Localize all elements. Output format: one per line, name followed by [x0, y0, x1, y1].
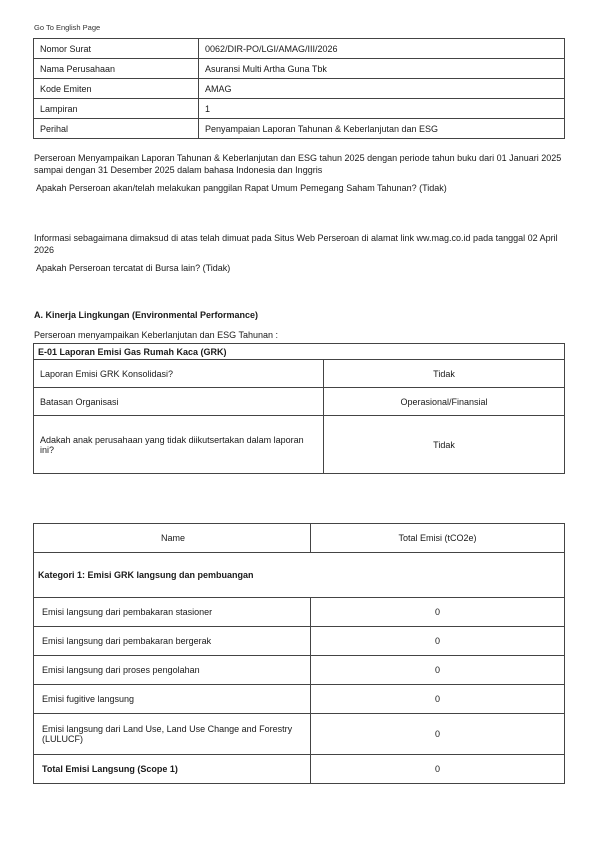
table-row — [34, 344, 565, 360]
row-label: Laporan Emisi GRK Konsolidasi? — [34, 360, 324, 388]
row-label: Adakah anak perusahaan yang tidak diikutsertakan dalam laporan ini? — [34, 416, 324, 474]
row-label: Emisi langsung dari Land Use, Land Use Change and Forestry (LULUCF) — [34, 714, 311, 755]
meta-label: Lampiran — [34, 99, 199, 119]
row-value: 0 — [311, 656, 565, 685]
total-label: Total Emisi Langsung (Scope 1) — [34, 755, 311, 784]
agm-question: Apakah Perseroan akan/telah melakukan panggilan Rapat Umum Pemegang Saham Tahunan? (Tidak) — [36, 183, 447, 193]
meta-label: Kode Emiten — [34, 79, 199, 99]
category-row — [34, 553, 565, 598]
table-row — [34, 416, 565, 474]
table-row — [34, 598, 565, 627]
other-exchange-question: Apakah Perseroan tercatat di Bursa lain? (Tidak) — [36, 263, 231, 273]
table-row — [34, 656, 565, 685]
row-label: Emisi fugitive langsung — [34, 685, 311, 714]
table-row — [34, 119, 565, 139]
emissions-table — [33, 523, 565, 784]
table-row — [34, 685, 565, 714]
row-label: Emisi langsung dari pembakaran bergerak — [34, 627, 311, 656]
meta-value: 0062/DIR-PO/LGI/AMAG/III/2026 — [199, 39, 565, 59]
table-title: E-01 Laporan Emisi Gas Rumah Kaca (GRK) — [34, 344, 565, 360]
total-row — [34, 755, 565, 784]
row-label: Emisi langsung dari pembakaran stasioner — [34, 598, 311, 627]
report-statement: Perseroan Menyampaikan Laporan Tahunan & Keberlanjutan dan ESG tahun 2025 dengan periode tahun buku dari 01 Januari 2025 sampai dengan 31 Desember 2025 dalam bahasa Indonesia dan Inggris — [34, 153, 562, 175]
english-page-link[interactable]: Go To English Page — [34, 23, 101, 32]
meta-label: Perihal — [34, 119, 199, 139]
row-label: Batasan Organisasi — [34, 388, 324, 416]
table-row — [34, 388, 565, 416]
column-header-name: Name — [34, 524, 311, 553]
table-row — [34, 99, 565, 119]
row-value: 0 — [311, 627, 565, 656]
esg-intro: Perseroan menyampaikan Keberlanjutan dan ESG Tahunan : — [34, 330, 278, 340]
column-header-total: Total Emisi (tCO2e) — [311, 524, 565, 553]
meta-label: Nomor Surat — [34, 39, 199, 59]
row-value: Tidak — [324, 416, 565, 474]
table-row — [34, 714, 565, 755]
table-row — [34, 627, 565, 656]
table-row — [34, 79, 565, 99]
total-value: 0 — [311, 755, 565, 784]
category-label: Kategori 1: Emisi GRK langsung dan pembuangan — [34, 553, 565, 598]
meta-value: AMAG — [199, 79, 565, 99]
row-value: Tidak — [324, 360, 565, 388]
meta-value: 1 — [199, 99, 565, 119]
website-info: Informasi sebagaimana dimaksud di atas telah dimuat pada Situs Web Perseroan di alamat link ww.mag.co.id pada tanggal 02 April 2026 — [34, 233, 558, 255]
row-value: Operasional/Finansial — [324, 388, 565, 416]
table-row — [34, 59, 565, 79]
table-header-row — [34, 524, 565, 553]
table-row — [34, 39, 565, 59]
section-title: A. Kinerja Lingkungan (Environmental Performance) — [34, 310, 259, 320]
ghg-report-table — [33, 343, 565, 474]
table-row — [34, 360, 565, 388]
row-value: 0 — [311, 685, 565, 714]
meta-value: Asuransi Multi Artha Guna Tbk — [199, 59, 565, 79]
meta-label: Nama Perusahaan — [34, 59, 199, 79]
row-value: 0 — [311, 714, 565, 755]
row-value: 0 — [311, 598, 565, 627]
letter-meta-table — [33, 38, 565, 139]
row-label: Emisi langsung dari proses pengolahan — [34, 656, 311, 685]
meta-value: Penyampaian Laporan Tahunan & Keberlanjutan dan ESG — [199, 119, 565, 139]
